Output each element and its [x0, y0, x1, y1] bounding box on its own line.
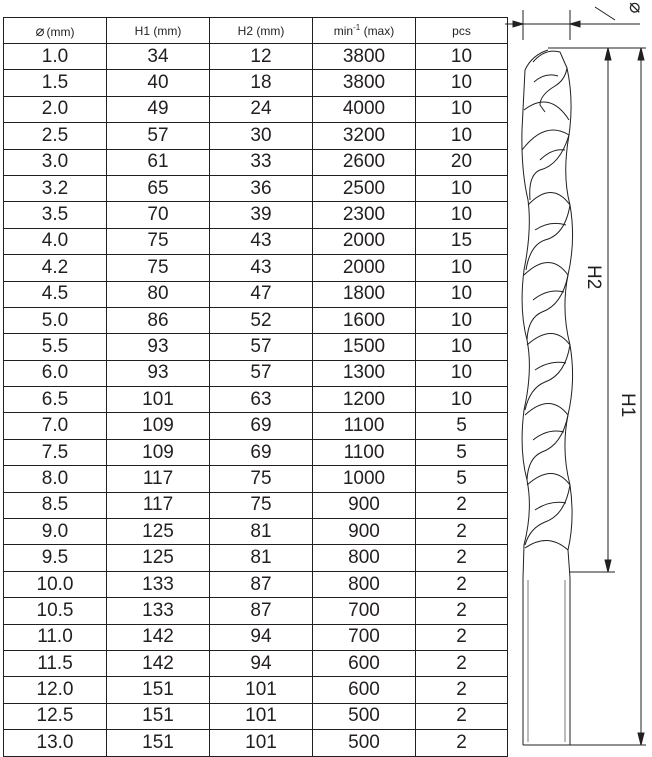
- cell-h1: 101: [107, 387, 210, 413]
- cell-diameter: 9.5: [4, 545, 107, 571]
- cell-h1: 40: [107, 70, 210, 96]
- cell-diameter: 3.0: [4, 149, 107, 175]
- cell-pcs: 10: [416, 44, 508, 70]
- cell-pcs: 5: [416, 413, 508, 439]
- cell-rpm: 1000: [313, 466, 416, 492]
- cell-diameter: 5.0: [4, 307, 107, 333]
- h1-arrow-bottom: [638, 733, 644, 745]
- diameter-leader: [595, 7, 615, 20]
- cell-h1: 65: [107, 175, 210, 201]
- header-h2: H2 (mm): [210, 18, 313, 44]
- cell-h2: 101: [210, 703, 313, 729]
- cell-h2: 81: [210, 545, 313, 571]
- cell-diameter: 2.0: [4, 96, 107, 122]
- cell-rpm: 2300: [313, 202, 416, 228]
- cell-pcs: 2: [416, 703, 508, 729]
- cell-h1: 142: [107, 650, 210, 676]
- cell-diameter: 7.5: [4, 439, 107, 465]
- cell-h1: 75: [107, 255, 210, 281]
- cell-h2: 69: [210, 413, 313, 439]
- cell-h2: 101: [210, 730, 313, 756]
- diameter-arrow-right: [570, 21, 580, 27]
- header-rpm-base: min: [333, 24, 354, 38]
- header-h1: H1 (mm): [107, 18, 210, 44]
- cell-h2: 12: [210, 44, 313, 70]
- h2-arrow-top: [605, 48, 611, 60]
- cell-diameter: 10.5: [4, 598, 107, 624]
- cell-rpm: 1600: [313, 307, 416, 333]
- cell-rpm: 1100: [313, 413, 416, 439]
- cell-h1: 80: [107, 281, 210, 307]
- flute-line: [524, 102, 569, 120]
- cell-pcs: 2: [416, 677, 508, 703]
- cell-pcs: 10: [416, 281, 508, 307]
- cell-diameter: 11.0: [4, 624, 107, 650]
- cell-pcs: 10: [416, 175, 508, 201]
- cell-h1: 151: [107, 730, 210, 756]
- cell-pcs: 10: [416, 255, 508, 281]
- cell-pcs: 10: [416, 307, 508, 333]
- cell-pcs: 2: [416, 571, 508, 597]
- h2-arrow-bottom: [605, 560, 611, 572]
- cell-h2: 57: [210, 334, 313, 360]
- cell-pcs: 10: [416, 334, 508, 360]
- cell-h1: 34: [107, 44, 210, 70]
- cell-pcs: 10: [416, 123, 508, 149]
- cell-rpm: 800: [313, 545, 416, 571]
- header-rpm-sup: -1: [353, 23, 361, 32]
- cell-rpm: 2600: [313, 149, 416, 175]
- cell-h2: 43: [210, 228, 313, 254]
- cell-h1: 70: [107, 202, 210, 228]
- cell-pcs: 2: [416, 545, 508, 571]
- cell-rpm: 4000: [313, 96, 416, 122]
- cell-h2: 69: [210, 439, 313, 465]
- cell-h1: 49: [107, 96, 210, 122]
- cell-h1: 151: [107, 703, 210, 729]
- cell-h2: 39: [210, 202, 313, 228]
- cell-pcs: 15: [416, 228, 508, 254]
- cell-h2: 87: [210, 571, 313, 597]
- cell-rpm: 800: [313, 571, 416, 597]
- cell-rpm: 1300: [313, 360, 416, 386]
- cell-rpm: 1500: [313, 334, 416, 360]
- cell-pcs: 2: [416, 730, 508, 756]
- cell-h2: 33: [210, 149, 313, 175]
- cell-diameter: 3.2: [4, 175, 107, 201]
- cell-rpm: 500: [313, 730, 416, 756]
- cell-rpm: 2000: [313, 228, 416, 254]
- cell-pcs: 2: [416, 492, 508, 518]
- header-pcs: pcs: [416, 18, 508, 44]
- cell-h2: 36: [210, 175, 313, 201]
- cell-h1: 109: [107, 413, 210, 439]
- cell-h2: 75: [210, 466, 313, 492]
- cell-h2: 87: [210, 598, 313, 624]
- cell-rpm: 3200: [313, 123, 416, 149]
- cell-h2: 81: [210, 519, 313, 545]
- cell-diameter: 6.5: [4, 387, 107, 413]
- cell-diameter: 12.5: [4, 703, 107, 729]
- cell-h2: 43: [210, 255, 313, 281]
- diameter-symbol-icon: ⌀: [625, 2, 646, 14]
- cell-rpm: 600: [313, 677, 416, 703]
- cell-h1: 75: [107, 228, 210, 254]
- cell-h2: 75: [210, 492, 313, 518]
- cell-h1: 151: [107, 677, 210, 703]
- cell-pcs: 10: [416, 96, 508, 122]
- cell-rpm: 1800: [313, 281, 416, 307]
- cell-h1: 61: [107, 149, 210, 175]
- cell-diameter: 8.5: [4, 492, 107, 518]
- cell-pcs: 2: [416, 624, 508, 650]
- cell-diameter: 4.0: [4, 228, 107, 254]
- cell-diameter: 1.0: [4, 44, 107, 70]
- cell-diameter: 11.5: [4, 650, 107, 676]
- cell-h1: 57: [107, 123, 210, 149]
- cell-h1: 125: [107, 545, 210, 571]
- cell-h2: 30: [210, 123, 313, 149]
- cell-pcs: 10: [416, 387, 508, 413]
- cell-h2: 24: [210, 96, 313, 122]
- cell-h2: 52: [210, 307, 313, 333]
- cell-diameter: 1.5: [4, 70, 107, 96]
- cell-pcs: 10: [416, 202, 508, 228]
- cell-pcs: 10: [416, 360, 508, 386]
- cell-pcs: 2: [416, 650, 508, 676]
- cell-h1: 133: [107, 598, 210, 624]
- cell-pcs: 10: [416, 70, 508, 96]
- cell-h1: 93: [107, 334, 210, 360]
- h1-arrow-top: [638, 48, 644, 60]
- drill-bit: [522, 50, 573, 745]
- cell-h2: 94: [210, 624, 313, 650]
- cell-pcs: 2: [416, 519, 508, 545]
- cell-rpm: 900: [313, 519, 416, 545]
- cell-diameter: 10.0: [4, 571, 107, 597]
- cell-rpm: 2000: [313, 255, 416, 281]
- cell-h1: 133: [107, 571, 210, 597]
- cell-rpm: 3800: [313, 44, 416, 70]
- cell-rpm: 3800: [313, 70, 416, 96]
- cell-diameter: 7.0: [4, 413, 107, 439]
- cell-h1: 117: [107, 466, 210, 492]
- cell-diameter: 9.0: [4, 519, 107, 545]
- cell-h1: 93: [107, 360, 210, 386]
- h2-label: H2: [583, 265, 604, 290]
- cell-h1: 86: [107, 307, 210, 333]
- cell-diameter: 12.0: [4, 677, 107, 703]
- cell-diameter: 3.5: [4, 202, 107, 228]
- cell-diameter: 4.5: [4, 281, 107, 307]
- cell-pcs: 20: [416, 149, 508, 175]
- cell-diameter: 8.0: [4, 466, 107, 492]
- cell-h2: 18: [210, 70, 313, 96]
- cell-h2: 63: [210, 387, 313, 413]
- cell-h1: 117: [107, 492, 210, 518]
- cell-h1: 142: [107, 624, 210, 650]
- cell-pcs: 5: [416, 439, 508, 465]
- header-diameter-unit: (mm): [46, 24, 75, 39]
- cell-diameter: 6.0: [4, 360, 107, 386]
- h1-label: H1: [617, 393, 638, 418]
- cell-rpm: 700: [313, 624, 416, 650]
- cell-diameter: 13.0: [4, 730, 107, 756]
- cell-h2: 47: [210, 281, 313, 307]
- cell-diameter: 2.5: [4, 123, 107, 149]
- cell-h2: 94: [210, 650, 313, 676]
- cell-diameter: 4.2: [4, 255, 107, 281]
- cell-rpm: 2500: [313, 175, 416, 201]
- cell-rpm: 900: [313, 492, 416, 518]
- cell-rpm: 500: [313, 703, 416, 729]
- cell-pcs: 2: [416, 598, 508, 624]
- cell-h1: 109: [107, 439, 210, 465]
- cell-rpm: 1100: [313, 439, 416, 465]
- cell-h2: 57: [210, 360, 313, 386]
- cell-h1: 125: [107, 519, 210, 545]
- header-rpm-suffix: (max): [360, 24, 395, 38]
- cell-pcs: 5: [416, 466, 508, 492]
- cell-rpm: 1200: [313, 387, 416, 413]
- diameter-icon: ⌀: [35, 22, 45, 40]
- cell-rpm: 600: [313, 650, 416, 676]
- diameter-arrow-left: [513, 21, 523, 27]
- cell-rpm: 700: [313, 598, 416, 624]
- cell-h2: 101: [210, 677, 313, 703]
- cell-diameter: 5.5: [4, 334, 107, 360]
